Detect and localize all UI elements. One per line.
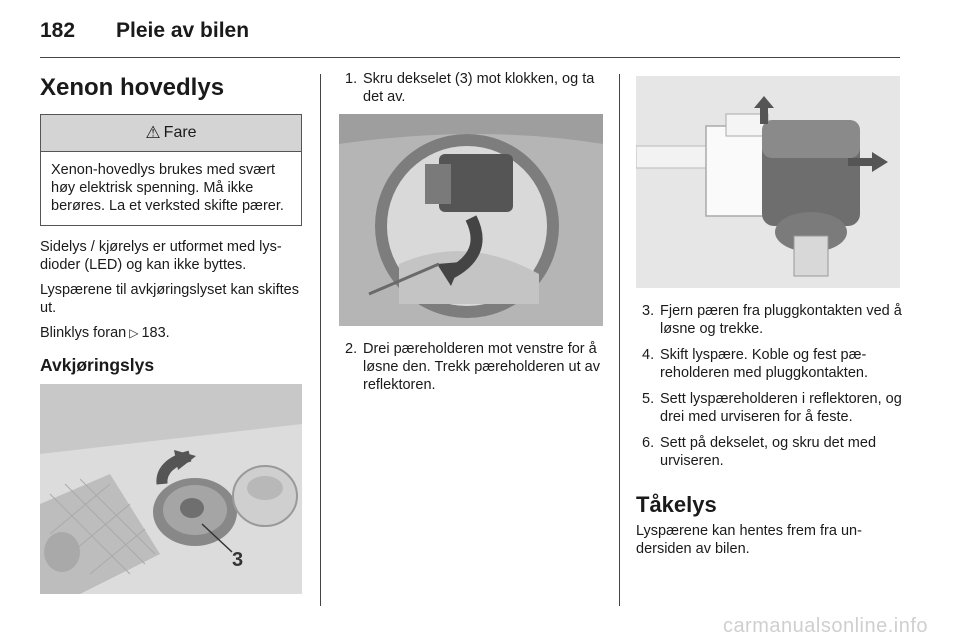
figure-callout-number: 3 (232, 549, 244, 571)
step-list (636, 302, 902, 470)
step-number: 1. (345, 71, 358, 87)
step-text: Fjern pæren fra pluggkontakten ved å løsne og trekke. (660, 303, 902, 337)
bulb-holder-illustration (339, 114, 603, 326)
column-divider (320, 74, 321, 606)
subsection-title: Tåkelys (636, 492, 717, 517)
step-text: Skift lyspære. Koble og fest pæreholderen med pluggkontakten. (660, 347, 868, 381)
chapter-title: Pleie av bilen (116, 19, 250, 42)
step-number: 6. (642, 435, 655, 451)
list-item (339, 70, 603, 106)
list-item (636, 346, 902, 382)
middle-column (339, 70, 603, 402)
list-item (636, 390, 902, 426)
list-item (339, 340, 603, 394)
header-divider (40, 57, 900, 58)
list-item (636, 434, 902, 470)
page-header (40, 14, 249, 48)
column-divider (619, 74, 620, 606)
step-number: 2. (345, 341, 358, 357)
page-reference-link[interactable]: 183. (141, 325, 170, 341)
list-item (636, 302, 902, 338)
right-column (636, 70, 902, 565)
warning-label: Fare (163, 124, 197, 141)
left-column (40, 70, 302, 608)
paragraph: Lyspærene til avkjøringslyset kan skiftes ut. (40, 282, 299, 316)
watermark: carmanualsonline.info (722, 615, 928, 637)
step-number: 4. (642, 347, 655, 363)
paragraph: Sidelys / kjørelys er utformet med lysdioder (LED) og kan ikke byttes. (40, 239, 282, 273)
step-number: 3. (642, 303, 655, 319)
warning-triangle-icon: ⚠ (145, 123, 161, 142)
warning-header (41, 115, 301, 152)
section-title: Xenon hovedlys (40, 74, 225, 101)
warning-box (40, 114, 302, 226)
warning-text: Xenon-hovedlys brukes med svært høy elektrisk spenning. Må ikke berøres. La et verksted skifte pærer. (51, 162, 284, 214)
step-number: 5. (642, 391, 655, 407)
paragraph-text: Blinklys foran (40, 325, 127, 341)
step-text: Skru dekselet (3) mot klokken, og ta det av. (363, 71, 595, 105)
bulb-connector-illustration (636, 76, 900, 288)
step-text: Sett lyspæreholderen i reflektoren, og drei med urviseren for å feste. (660, 391, 902, 425)
page-reference-arrow-icon: ▷ (129, 326, 139, 340)
step-text: Drei pæreholderen mot venstre for å løsne den. Trekk pæreholderen ut av reflektoren. (363, 341, 600, 393)
headlamp-cover-illustration (40, 384, 302, 594)
cross-reference-paragraph (40, 324, 302, 342)
paragraph: Lyspærene kan hentes frem fra undersiden av bilen. (636, 523, 862, 557)
step-text: Sett på dekselet, og skru det med urviseren. (660, 435, 877, 469)
page-number: 182 (40, 19, 76, 42)
subsection-title: Avkjøringslys (40, 355, 155, 375)
